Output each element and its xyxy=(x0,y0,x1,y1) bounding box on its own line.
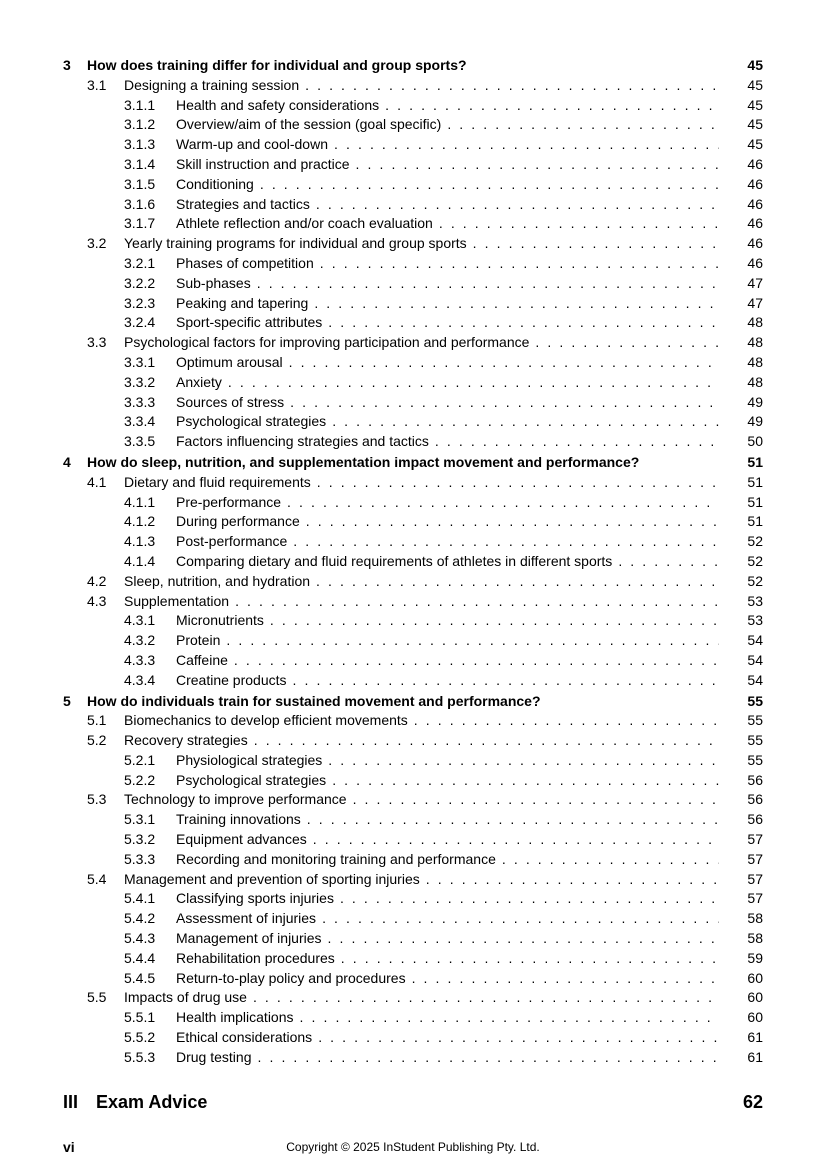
toc-entry-title: Athlete reflection and/or coach evaluation xyxy=(176,215,433,232)
toc-entry-page-number: 60 xyxy=(747,969,763,986)
toc-subsection-entry[interactable] xyxy=(63,115,763,135)
toc-entry-number: 4.3.2 xyxy=(124,632,156,649)
toc-entry-title: Factors influencing strategies and tactics xyxy=(176,433,429,450)
toc-entry-page-number: 54 xyxy=(747,651,763,668)
toc-entry-title: Caffeine xyxy=(176,651,228,668)
toc-entry-number: 3.3 xyxy=(87,334,107,351)
toc-entry-leader-line xyxy=(176,810,719,830)
toc-entry-title: How do individuals train for sustained movement and performance? xyxy=(87,692,541,709)
toc-entry-number: 5.3.1 xyxy=(124,811,156,828)
toc-entry-leader-line xyxy=(87,453,719,473)
toc-entry-number: 3 xyxy=(63,57,71,73)
toc-entry-leader-line xyxy=(87,56,719,76)
toc-entry-title: Technology to improve performance xyxy=(124,791,347,808)
toc-entry-page-number: 47 xyxy=(747,294,763,311)
toc-entry-leader-line xyxy=(176,135,719,155)
toc-entry-title: Physiological strategies xyxy=(176,751,323,768)
toc-entry-page-number: 60 xyxy=(747,989,763,1006)
toc-subsection-entry[interactable] xyxy=(63,889,763,909)
toc-entry-leader-line xyxy=(124,76,719,96)
toc-entry-number: 3.1.2 xyxy=(124,116,156,133)
toc-entry-title: Conditioning xyxy=(176,175,254,192)
toc-entry-number: 3.3.3 xyxy=(124,393,156,410)
toc-entry-number: 3.1.5 xyxy=(124,175,156,192)
toc-subsection-entry[interactable] xyxy=(63,949,763,969)
toc-entry-page-number: 56 xyxy=(747,791,763,808)
toc-section-entry[interactable] xyxy=(63,76,763,96)
toc-entry-page-number: 45 xyxy=(747,116,763,133)
toc-entry-leader-line xyxy=(176,1008,719,1028)
toc-entry-leader-line xyxy=(176,830,719,850)
toc-section-entry[interactable] xyxy=(63,572,763,592)
toc-entry-page-number: 57 xyxy=(747,831,763,848)
toc-entry-title: Dietary and fluid requirements xyxy=(124,473,311,490)
toc-entry-title: Phases of competition xyxy=(176,254,314,271)
toc-entry-number: 4.3.3 xyxy=(124,651,156,668)
toc-entry-title: Optimum arousal xyxy=(176,353,283,370)
toc-entry-title: Drug testing xyxy=(176,1048,252,1065)
toc-entry-leader-line xyxy=(124,592,719,612)
toc-entry-title: Health and safety considerations xyxy=(176,96,380,113)
toc-entry-number: 5.1 xyxy=(87,712,107,729)
toc-section-entry[interactable] xyxy=(63,473,763,493)
toc-subsection-entry[interactable] xyxy=(63,512,763,532)
toc-entry-leader-line xyxy=(176,393,719,413)
toc-entry-title: During performance xyxy=(176,513,300,530)
toc-entry-title: How do sleep, nutrition, and supplementation impact movement and performance? xyxy=(87,453,640,470)
toc-entry-leader-line xyxy=(176,969,719,989)
toc-entry-number: 4.2 xyxy=(87,572,107,589)
toc-subsection-entry[interactable] xyxy=(63,313,763,333)
toc-entry-page-number: 46 xyxy=(747,155,763,172)
toc-section-entry[interactable] xyxy=(63,731,763,751)
toc-entry-number: 3.2.2 xyxy=(124,274,156,291)
toc-entry-number: 3.2.1 xyxy=(124,254,156,271)
toc-entry-number: 4.1.1 xyxy=(124,493,156,510)
toc-entry-page-number: 51 xyxy=(747,513,763,530)
toc-entry-leader-line xyxy=(176,432,719,452)
toc-subsection-entry[interactable] xyxy=(63,1048,763,1068)
toc-entry-page-number: 55 xyxy=(747,712,763,729)
toc-entry-page-number: 48 xyxy=(747,373,763,390)
toc-entry-number: 5 xyxy=(63,692,71,709)
toc-subsection-entry[interactable] xyxy=(63,532,763,552)
toc-entry-leader-line xyxy=(124,473,719,493)
toc-entry-page-number: 61 xyxy=(747,1048,763,1065)
toc-subsection-entry[interactable] xyxy=(63,771,763,791)
toc-entry-page-number: 60 xyxy=(747,1009,763,1026)
toc-entry-title: Yearly training programs for individual and group sports xyxy=(124,235,467,252)
toc-subsection-entry[interactable] xyxy=(63,850,763,870)
toc-entry-page-number: 45 xyxy=(747,136,763,153)
toc-entry-title: Ethical considerations xyxy=(176,1029,313,1046)
toc-entry-page-number: 46 xyxy=(747,195,763,212)
toc-entry-page-number: 47 xyxy=(747,274,763,291)
toc-entry-title: Sub-phases xyxy=(176,274,251,291)
toc-subsection-entry[interactable] xyxy=(63,969,763,989)
toc-entry-number: 3.1.3 xyxy=(124,136,156,153)
toc-entry-page-number: 53 xyxy=(747,612,763,629)
toc-entry-title: Psychological factors for improving participation and performance xyxy=(124,334,530,351)
toc-subsection-entry[interactable] xyxy=(63,611,763,631)
toc-entry-leader-line xyxy=(176,175,719,195)
toc-subsection-entry[interactable] xyxy=(63,432,763,452)
toc-entry-leader-line xyxy=(124,572,719,592)
toc-entry-number: 5.4.1 xyxy=(124,890,156,907)
toc-entry-number: 5.3 xyxy=(87,791,107,808)
toc-entry-title: Comparing dietary and fluid requirements of athletes in different sports xyxy=(176,552,613,569)
toc-entry-number: 5.4.4 xyxy=(124,949,156,966)
toc-entry-leader-line xyxy=(176,889,719,909)
toc-entry-title: Peaking and tapering xyxy=(176,294,309,311)
toc-entry-title: Sleep, nutrition, and hydration xyxy=(124,572,311,589)
toc-entry-title: Rehabilitation procedures xyxy=(176,949,335,966)
toc-entry-number: 3.1 xyxy=(87,76,107,93)
toc-entry-leader-line xyxy=(176,512,719,532)
toc-entry-title: Protein xyxy=(176,632,221,649)
toc-entry-page-number: 58 xyxy=(747,930,763,947)
toc-entry-number: 5.2.2 xyxy=(124,771,156,788)
toc-entry-page-number: 56 xyxy=(747,811,763,828)
toc-entry-title: Psychological strategies xyxy=(176,771,327,788)
toc-entry-number: 4.1.2 xyxy=(124,513,156,530)
toc-entry-leader-line xyxy=(176,294,719,314)
toc-entry-number: 3.3.4 xyxy=(124,413,156,430)
toc-entry-leader-line xyxy=(176,373,719,393)
toc-entry-title: Micronutrients xyxy=(176,612,264,629)
toc-entry-number: 4 xyxy=(63,453,71,470)
toc-entry-number: 5.5.3 xyxy=(124,1048,156,1065)
toc-entry-leader-line xyxy=(176,313,719,333)
part-page-number: 62 xyxy=(742,1092,763,1112)
toc-entry-title: Creatine products xyxy=(176,671,287,688)
toc-entry-page-number: 52 xyxy=(747,533,763,550)
toc-entry-title: Biomechanics to develop efficient movements xyxy=(124,712,408,729)
toc-entry-number: 3.2.4 xyxy=(124,314,156,331)
toc-entry-leader-line xyxy=(176,155,719,175)
toc-entry-page-number: 59 xyxy=(747,949,763,966)
toc-entry-page-number: 52 xyxy=(747,572,763,589)
toc-entry-number: 5.4.3 xyxy=(124,930,156,947)
toc-section-entry[interactable] xyxy=(63,790,763,810)
toc-entry-page-number: 57 xyxy=(747,870,763,887)
toc-subsection-entry[interactable] xyxy=(63,552,763,572)
toc-subsection-entry[interactable] xyxy=(63,214,763,234)
toc-entry-page-number: 48 xyxy=(747,314,763,331)
toc-entry-number: 4.1 xyxy=(87,473,107,490)
toc-entry-leader-line xyxy=(176,1028,719,1048)
toc-entry-page-number: 51 xyxy=(747,473,763,490)
toc-subsection-entry[interactable] xyxy=(63,909,763,929)
toc-entry-leader-line xyxy=(176,96,719,116)
toc-subsection-entry[interactable] xyxy=(63,353,763,373)
toc-entry-leader-line xyxy=(124,234,719,254)
toc-entry-number: 3.3.1 xyxy=(124,353,156,370)
toc-section-entry[interactable] xyxy=(63,711,763,731)
toc-entry-page-number: 56 xyxy=(747,771,763,788)
toc-entry-leader-line xyxy=(124,870,719,890)
toc-entry-title: Classifying sports injuries xyxy=(176,890,334,907)
toc-entry-leader-line xyxy=(87,692,719,712)
table-of-contents xyxy=(63,55,763,1068)
toc-entry-page-number: 48 xyxy=(747,334,763,351)
toc-entry-number: 5.3.2 xyxy=(124,831,156,848)
toc-entry-number: 5.5.1 xyxy=(124,1009,156,1026)
toc-subsection-entry[interactable] xyxy=(63,254,763,274)
toc-subsection-entry[interactable] xyxy=(63,830,763,850)
toc-entry-number: 4.3.4 xyxy=(124,671,156,688)
toc-entry-number: 3.2.3 xyxy=(124,294,156,311)
toc-entry-page-number: 57 xyxy=(747,850,763,867)
toc-subsection-entry[interactable] xyxy=(63,294,763,314)
toc-entry-title: Sources of stress xyxy=(176,393,285,410)
toc-entry-number: 3.1.4 xyxy=(124,155,156,172)
toc-entry-title: Equipment advances xyxy=(176,831,307,848)
toc-entry-leader-line xyxy=(176,412,719,432)
toc-subsection-entry[interactable] xyxy=(63,493,763,513)
toc-entry-page-number: 55 xyxy=(747,751,763,768)
toc-subsection-entry[interactable] xyxy=(63,929,763,949)
toc-subsection-entry[interactable] xyxy=(63,671,763,691)
toc-entry-number: 5.2.1 xyxy=(124,751,156,768)
toc-entry-number: 4.3 xyxy=(87,592,107,609)
toc-subsection-entry[interactable] xyxy=(63,393,763,413)
toc-entry-title: Anxiety xyxy=(176,373,222,390)
toc-entry-page-number: 45 xyxy=(747,57,763,73)
toc-entry-title: How does training differ for individual and group sports? xyxy=(87,57,467,73)
toc-subsection-entry[interactable] xyxy=(63,274,763,294)
toc-entry-page-number: 48 xyxy=(747,353,763,370)
toc-entry-number: 5.4.2 xyxy=(124,910,156,927)
toc-entry-number: 5.2 xyxy=(87,732,107,749)
toc-subsection-entry[interactable] xyxy=(63,373,763,393)
toc-entry-leader-line xyxy=(176,214,719,234)
toc-entry-number: 5.5.2 xyxy=(124,1029,156,1046)
toc-entry-title: Assessment of injuries xyxy=(176,910,317,927)
toc-entry-leader-line xyxy=(176,611,719,631)
toc-entry-title: Health implications xyxy=(176,1009,294,1026)
toc-subsection-entry[interactable] xyxy=(63,1008,763,1028)
toc-entry-leader-line xyxy=(176,115,719,135)
toc-subsection-entry[interactable] xyxy=(63,195,763,215)
toc-section-entry[interactable] xyxy=(63,870,763,890)
toc-subsection-entry[interactable] xyxy=(63,135,763,155)
toc-subsection-entry[interactable] xyxy=(63,651,763,671)
toc-entry-title: Impacts of drug use xyxy=(124,989,247,1006)
part-title: Exam Advice xyxy=(96,1092,208,1112)
toc-entry-title: Management of injuries xyxy=(176,930,322,947)
toc-entry-leader-line xyxy=(176,949,719,969)
toc-entry-page-number: 58 xyxy=(747,910,763,927)
toc-entry-leader-line xyxy=(124,790,719,810)
toc-entry-number: 3.3.2 xyxy=(124,373,156,390)
toc-subsection-entry[interactable] xyxy=(63,810,763,830)
toc-entry-number: 4.1.4 xyxy=(124,552,156,569)
toc-entry-title: Recovery strategies xyxy=(124,732,248,749)
toc-subsection-entry[interactable] xyxy=(63,175,763,195)
toc-entry-title: Recording and monitoring training and performance xyxy=(176,850,496,867)
toc-chapter-entry[interactable] xyxy=(63,453,763,473)
toc-entry-number: 3.2 xyxy=(87,235,107,252)
toc-entry-leader-line xyxy=(176,195,719,215)
toc-entry-page-number: 51 xyxy=(747,493,763,510)
toc-entry-page-number: 49 xyxy=(747,393,763,410)
toc-subsection-entry[interactable] xyxy=(63,412,763,432)
copyright-notice: Copyright © 2025 InStudent Publishing Pty. Ltd. xyxy=(286,1140,540,1154)
toc-subsection-entry[interactable] xyxy=(63,751,763,771)
part-number: III xyxy=(63,1092,79,1112)
toc-section-entry[interactable] xyxy=(63,234,763,254)
toc-entry-page-number: 53 xyxy=(747,592,763,609)
toc-entry-title: Designing a training session xyxy=(124,76,300,93)
toc-entry-leader-line xyxy=(176,751,719,771)
toc-entry-leader-line xyxy=(176,552,719,572)
toc-entry-title: Sport-specific attributes xyxy=(176,314,323,331)
toc-entry-page-number: 61 xyxy=(747,1029,763,1046)
toc-entry-page-number: 46 xyxy=(747,254,763,271)
toc-entry-leader-line xyxy=(176,1048,719,1068)
toc-entry-page-number: 54 xyxy=(747,632,763,649)
toc-entry-title: Psychological strategies xyxy=(176,413,327,430)
toc-entry-number: 4.3.1 xyxy=(124,612,156,629)
toc-entry-page-number: 46 xyxy=(747,235,763,252)
toc-entry-leader-line xyxy=(176,493,719,513)
toc-section-entry[interactable] xyxy=(63,988,763,1008)
toc-entry-number: 3.1.6 xyxy=(124,195,156,212)
toc-entry-leader-line xyxy=(124,731,719,751)
part-heading[interactable] xyxy=(63,1090,763,1114)
toc-entry-number: 5.4 xyxy=(87,870,107,887)
toc-entry-page-number: 57 xyxy=(747,890,763,907)
toc-entry-page-number: 45 xyxy=(747,76,763,93)
toc-entry-title: Management and prevention of sporting injuries xyxy=(124,870,420,887)
toc-entry-page-number: 52 xyxy=(747,552,763,569)
toc-subsection-entry[interactable] xyxy=(63,1028,763,1048)
toc-subsection-entry[interactable] xyxy=(63,155,763,175)
toc-entry-page-number: 55 xyxy=(747,732,763,749)
toc-entry-title: Post-performance xyxy=(176,533,288,550)
toc-entry-title: Pre-performance xyxy=(176,493,282,510)
toc-entry-title: Supplementation xyxy=(124,592,230,609)
toc-entry-title: Training innovations xyxy=(176,811,301,828)
toc-entry-title: Skill instruction and practice xyxy=(176,155,350,172)
toc-entry-title: Strategies and tactics xyxy=(176,195,310,212)
toc-entry-leader-line xyxy=(176,353,719,373)
toc-entry-page-number: 54 xyxy=(747,671,763,688)
toc-entry-page-number: 46 xyxy=(747,215,763,232)
toc-entry-leader-line xyxy=(176,274,719,294)
page-folio: vi xyxy=(63,1139,75,1155)
toc-entry-leader-line xyxy=(176,771,719,791)
toc-chapter-entry[interactable] xyxy=(63,56,763,76)
toc-entry-title: Return-to-play policy and procedures xyxy=(176,969,406,986)
toc-entry-page-number: 50 xyxy=(747,433,763,450)
toc-entry-title: Overview/aim of the session (goal specific) xyxy=(176,116,442,133)
toc-entry-title: Warm-up and cool-down xyxy=(176,136,328,153)
toc-entry-leader-line xyxy=(124,988,719,1008)
toc-subsection-entry[interactable] xyxy=(63,631,763,651)
toc-entry-leader-line xyxy=(176,909,719,929)
toc-chapter-entry[interactable] xyxy=(63,692,763,712)
toc-entry-number: 3.3.5 xyxy=(124,433,156,450)
toc-entry-number: 3.1.1 xyxy=(124,96,156,113)
toc-entry-number: 5.3.3 xyxy=(124,850,156,867)
toc-entry-page-number: 51 xyxy=(747,453,763,470)
toc-entry-number: 4.1.3 xyxy=(124,533,156,550)
toc-entry-number: 3.1.7 xyxy=(124,215,156,232)
toc-section-entry[interactable] xyxy=(63,333,763,353)
toc-entry-leader-line xyxy=(176,532,719,552)
toc-entry-leader-line xyxy=(176,929,719,949)
toc-entry-leader-line xyxy=(124,711,719,731)
toc-subsection-entry[interactable] xyxy=(63,96,763,116)
toc-entry-page-number: 46 xyxy=(747,175,763,192)
toc-entry-page-number: 55 xyxy=(747,692,763,709)
toc-entry-leader-line xyxy=(176,631,719,651)
toc-entry-page-number: 45 xyxy=(747,96,763,113)
toc-entry-leader-line xyxy=(176,850,719,870)
toc-entry-leader-line xyxy=(176,254,719,274)
page-footer xyxy=(63,1138,763,1156)
toc-entry-number: 5.4.5 xyxy=(124,969,156,986)
toc-entry-page-number: 49 xyxy=(747,413,763,430)
toc-entry-number: 5.5 xyxy=(87,989,107,1006)
toc-entry-leader-line xyxy=(176,651,719,671)
toc-section-entry[interactable] xyxy=(63,592,763,612)
toc-entry-leader-line xyxy=(176,671,719,691)
toc-entry-leader-line xyxy=(124,333,719,353)
